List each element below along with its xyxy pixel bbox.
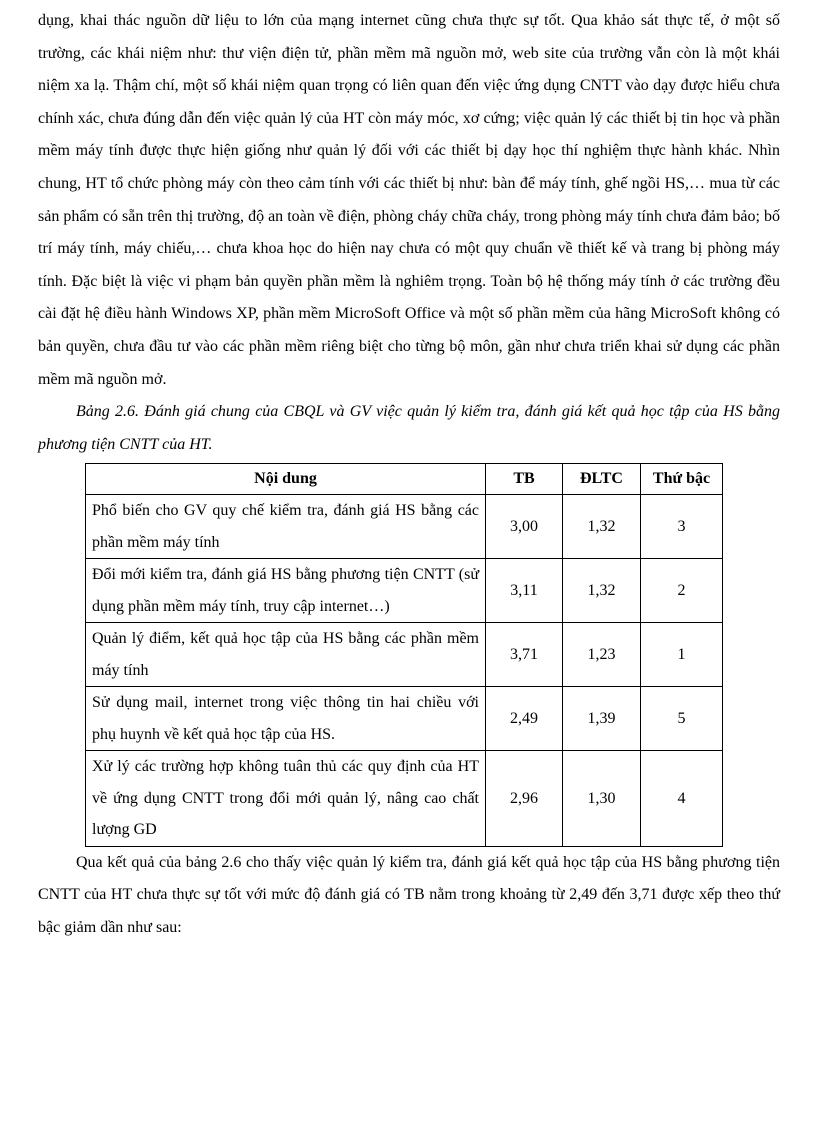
row-dltc: 1,32: [563, 559, 641, 623]
table-row: [86, 751, 723, 847]
row-tb: 2,49: [486, 687, 563, 751]
table-row: [86, 495, 723, 559]
row-tb: 3,71: [486, 623, 563, 687]
row-content: Phổ biến cho GV quy chế kiểm tra, đánh giá HS bằng các phần mềm máy tính: [86, 495, 486, 559]
table-caption: Bảng 2.6. Đánh giá chung của CBQL và GV việc quản lý kiểm tra, đánh giá kết quả học tập của HS bằng phương tiện CNTT của HT.: [38, 403, 780, 453]
row-rank: 5: [641, 687, 723, 751]
row-rank: 3: [641, 495, 723, 559]
table-header-row: [86, 464, 723, 495]
table-row: [86, 687, 723, 751]
row-dltc: 1,23: [563, 623, 641, 687]
row-content: Xử lý các trường hợp không tuân thủ các quy định của HT về ứng dụng CNTT trong đổi mới quản lý, nâng cao chất lượng GD: [86, 751, 486, 847]
row-content: Đổi mới kiểm tra, đánh giá HS bằng phương tiện CNTT (sử dụng phần mềm máy tính, truy cập internet…): [86, 559, 486, 623]
document-page: [38, 0, 780, 945]
row-rank: 1: [641, 623, 723, 687]
row-tb: 3,11: [486, 559, 563, 623]
header-rank: Thứ bậc: [641, 464, 723, 495]
intro-paragraph: dụng, khai thác nguồn dữ liệu to lớn của mạng internet cũng chưa thực sự tốt. Qua khảo sát thực tế, ở một số trường, các khái niệm như: thư viện điện tử, phần mềm mã nguồn mở, web site của trường vẫn còn là một khái niệm xa lạ. Thậm chí, một số khái niệm quan trọng có liên quan đến việc ứng dụng CNTT vào dạy được hiểu chưa chính xác, chưa đúng dẫn đến việc quản lý của HT còn máy móc, xơ cứng; việc quản lý các thiết bị tin học và phần mềm máy tính được thực hiện giống như quản lý đối với các thiết bị dạy học thí nghiệm thực hành khác. Nhìn chung, HT tổ chức phòng máy còn theo cảm tính với các thiết bị như: bàn để máy tính, ghế ngồi HS,… mua từ các sản phẩm có sẵn trên thị trường, độ an toàn về điện, phòng cháy chữa cháy, trong phòng máy tính chưa đảm bảo; bố trí máy tính, máy chiếu,… chưa khoa học do hiện nay chưa có một quy chuẩn về thiết kế và trang bị phòng máy tính. Đặc biệt là việc vi phạm bản quyền phần mềm là nghiêm trọng. Toàn bộ hệ thống máy tính ở các trường đều cài đặt hệ điều hành Windows XP, phần mềm MicroSoft Office và một số phần mềm của hãng MicroSoft không có bản quyền, chưa đầu tư vào các phần mềm riêng biệt cho từng bộ môn, gần như chưa triển khai sử dụng các phần mềm mã nguồn mở.: [38, 12, 780, 388]
conclusion-paragraph: Qua kết quả của bảng 2.6 cho thấy việc quản lý kiểm tra, đánh giá kết quả học tập của HS bằng phương tiện CNTT của HT chưa thực sự tốt với mức độ đánh giá có TB nằm trong khoảng từ 2,49 đến 3,71 được xếp theo thứ bậc giảm dần như sau:: [38, 853, 780, 936]
header-content: Nội dung: [86, 464, 486, 495]
row-tb: 2,96: [486, 751, 563, 847]
row-rank: 4: [641, 751, 723, 847]
evaluation-table: [85, 463, 723, 847]
table-row: [86, 623, 723, 687]
row-content: Quản lý điểm, kết quả học tập của HS bằng các phần mềm máy tính: [86, 623, 486, 687]
header-dltc: ĐLTC: [563, 464, 641, 495]
header-tb: TB: [486, 464, 563, 495]
row-content: Sử dụng mail, internet trong việc thông tin hai chiều với phụ huynh về kết quả học tập của HS.: [86, 687, 486, 751]
row-dltc: 1,30: [563, 751, 641, 847]
row-tb: 3,00: [486, 495, 563, 559]
row-dltc: 1,39: [563, 687, 641, 751]
row-rank: 2: [641, 559, 723, 623]
table-row: [86, 559, 723, 623]
row-dltc: 1,32: [563, 495, 641, 559]
